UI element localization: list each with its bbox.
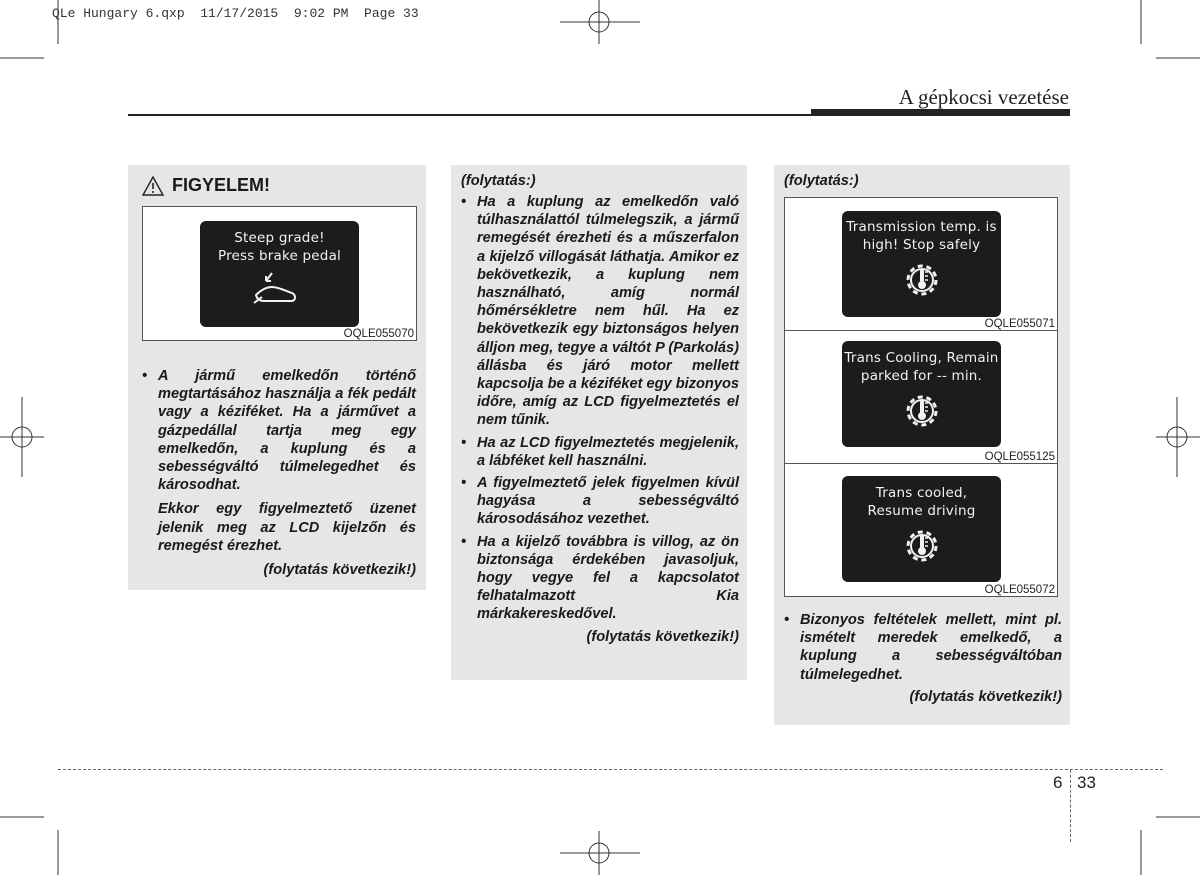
gear-thermometer-icon <box>900 524 944 568</box>
lcd-line: Trans Cooling, Remain <box>844 350 999 366</box>
continuation-title: (folytatás:) <box>784 173 859 189</box>
continued-note: (folytatás következik!) <box>909 688 1062 705</box>
warning-heading <box>142 175 416 196</box>
lcd-line: Resume driving <box>867 503 976 519</box>
list-item <box>461 533 739 624</box>
header-rule <box>128 114 811 116</box>
lcd-display <box>200 221 359 327</box>
list-item <box>142 367 416 494</box>
bullet: • <box>142 368 148 384</box>
gear-thermometer-icon <box>900 258 944 302</box>
footer-dashed-rule <box>58 769 1163 770</box>
figure-code: OQLE055071 <box>984 318 1055 330</box>
header-rule-thick <box>811 109 1070 116</box>
warning-triangle-icon <box>142 176 164 196</box>
bullet: • <box>784 612 790 628</box>
list-item <box>461 193 739 430</box>
warning-body <box>142 367 416 579</box>
continuation-box-2 <box>451 165 747 680</box>
bullet: • <box>461 194 467 210</box>
continued-note: (folytatás következik!) <box>263 562 416 579</box>
chapter-number: 6 <box>1053 773 1063 792</box>
bullet-text: A figyelmeztető jelek figyelmen kívül hagyása a sebességváltó károsodásához vezethet. <box>477 475 739 528</box>
figure-code: OQLE055070 <box>343 328 414 340</box>
page-number: 33 <box>1077 773 1096 792</box>
bullet: • <box>461 533 467 550</box>
footer-vertical-dashed-rule <box>1070 770 1071 842</box>
lcd-line: Steep grade! <box>234 230 325 246</box>
figure-code: OQLE055072 <box>984 584 1055 596</box>
bullet-text: Ha a kuplung az emelkedőn való túlhasználattól túlmelegszik, a jármű remegését érezheti és a műszerfalon a kijelző villogását láthatja. Amikor ez bekövetkezik, a kuplung nem használható, amíg normál hőmérsékletre nem hűl. Ha ez bekövetkezik egy biztonságos helyen álljon meg, tegye a váltót P (Parkolás) állásba és járó motor mellett kapcsolja be a kéziféket egy bizonyos időre, amíg az LCD figyelmeztetés el nem tűnik. <box>477 194 739 429</box>
lcd-line: parked for -- min. <box>860 368 983 384</box>
print-header-info: QLe Hungary 6.qxp 11/17/2015 9:02 PM Page 33 <box>52 6 419 21</box>
bullet: • <box>461 475 467 492</box>
continuation-box-3 <box>774 165 1070 725</box>
bullet: • <box>461 434 467 451</box>
lcd-display <box>842 476 1001 582</box>
lcd-display <box>842 211 1001 317</box>
continuation-title: (folytatás:) <box>461 173 536 189</box>
figure-transmission-temp <box>784 197 1058 331</box>
list-item <box>461 474 739 529</box>
figure-trans-cooling <box>784 331 1058 464</box>
figure-steep-grade <box>142 206 417 341</box>
gear-thermometer-icon <box>900 389 944 433</box>
section-title: A gépkocsi vezetése <box>898 85 1069 109</box>
bullet-text: Bizonyos feltételek mellett, mint pl. ismételt meredek emelkedő, a kuplung a sebességváltóban túlmelegedhet. <box>800 612 1062 683</box>
bullet-text: Ha az LCD figyelmeztetés megjelenik, a lábféket kell használni. <box>477 434 739 469</box>
lcd-display <box>842 341 1001 447</box>
warning-box <box>128 165 426 590</box>
lcd-line: Trans cooled, <box>875 485 968 501</box>
lcd-line: Press brake pedal <box>217 248 341 264</box>
figure-code: OQLE055125 <box>984 451 1055 463</box>
bullet-text: A jármű emelkedőn történő megtartásához használja a fék pedált vagy a kéziféket. Ha a járművet a gázpedállal tartja meg egy emelkedőn, a kuplung és a sebességváltó túlmelegedhet és károsodhat. <box>158 368 416 494</box>
figure-trans-cooled <box>784 464 1058 597</box>
list-item <box>784 611 1062 684</box>
lcd-line: high! Stop safely <box>862 237 981 253</box>
warning-title: FIGYELEM! <box>172 175 270 195</box>
bullet-text: Ha a kijelző továbbra is villog, az ön biztonsága érdekében javasoljuk, hogy vegye fel a kapcsolatot felhatalmazott Kia márkakereskedővel. <box>477 533 739 623</box>
brake-pedal-icon <box>250 267 310 307</box>
continued-note: (folytatás következik!) <box>586 628 739 645</box>
paragraph: Ekkor egy figyelmeztető üzenet jelenik meg az LCD kijelzőn és remegést érezhet. <box>158 501 416 554</box>
list-item <box>461 434 739 470</box>
lcd-line: Transmission temp. is <box>846 219 997 235</box>
